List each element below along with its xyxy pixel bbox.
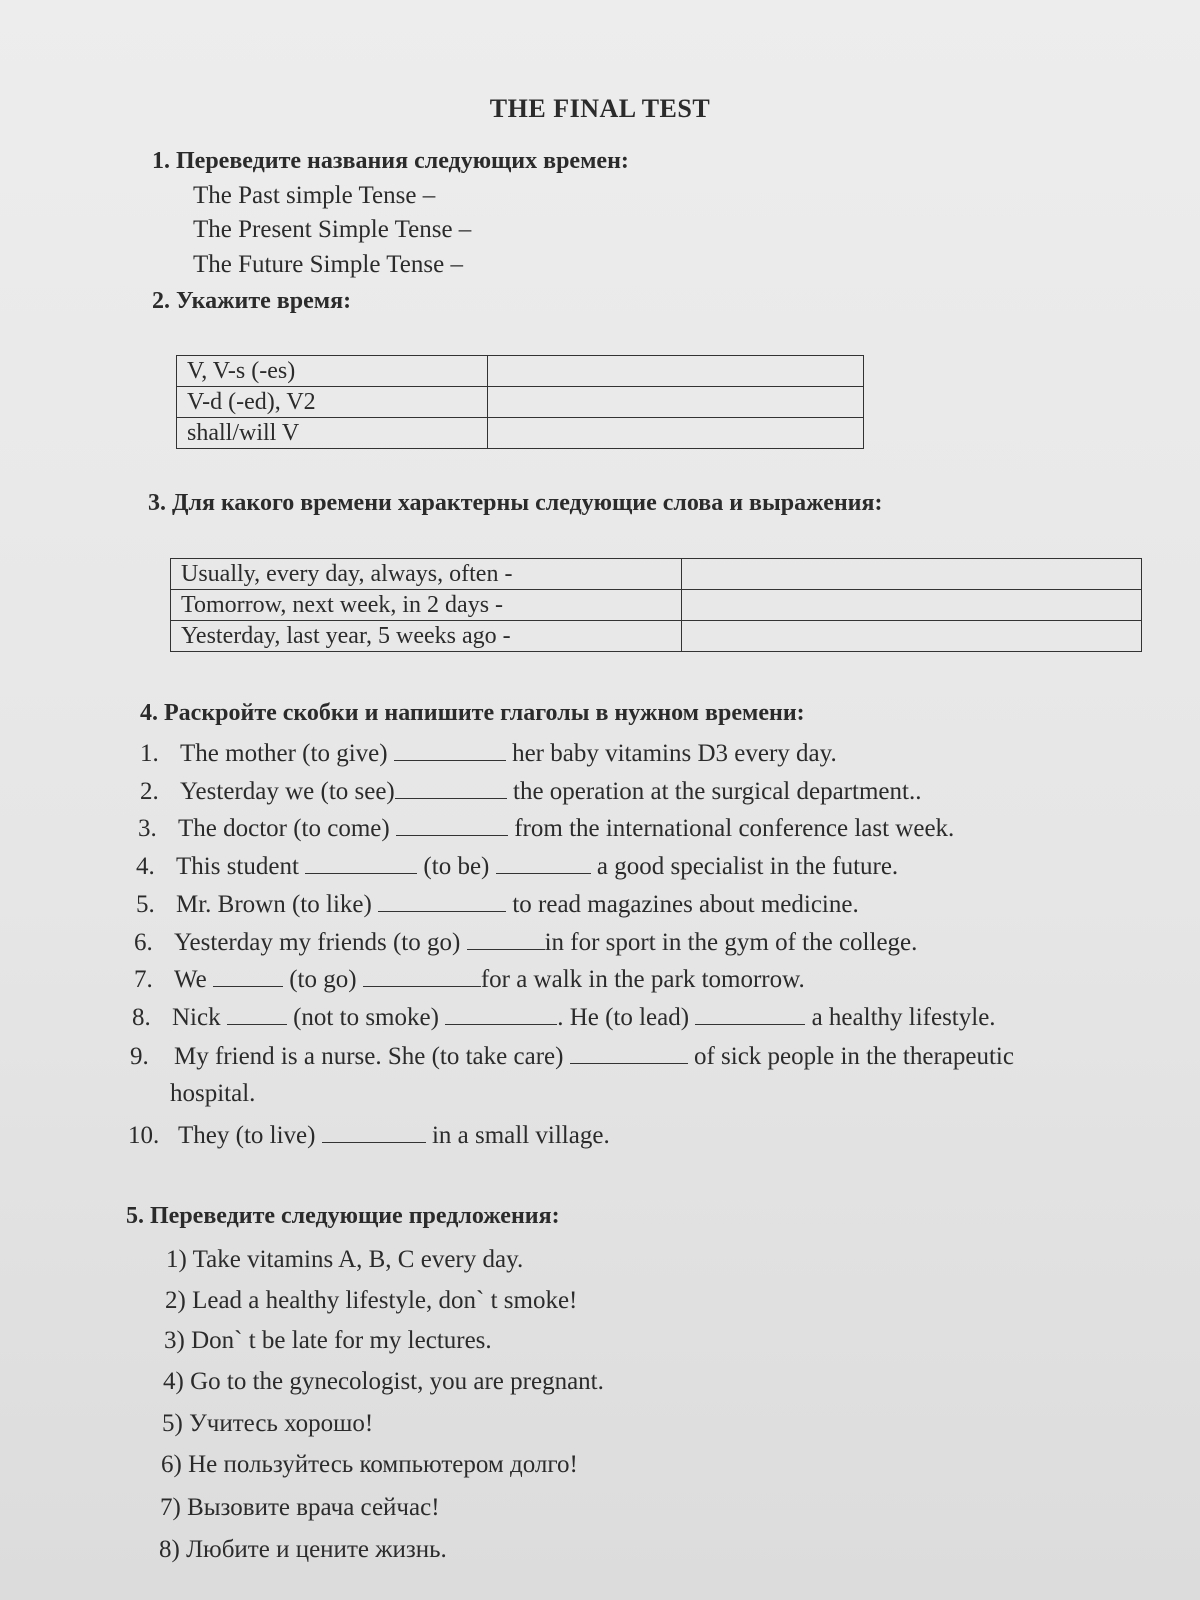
item-number: 7. <box>134 966 153 993</box>
section-3-heading: 3. Для какого времени характерны следующие слова и выражения: <box>148 490 883 516</box>
section-5-heading: 5. Переведите следующие предложения: <box>126 1203 560 1229</box>
item-text: The mother (to give) <box>180 740 394 767</box>
item-number: 4. <box>136 853 155 880</box>
section-2-heading: 2. Укажите время: <box>152 288 352 314</box>
item-text: for a walk in the park tomorrow. <box>480 966 805 993</box>
answer-blank[interactable] <box>695 1002 805 1025</box>
item-text: (to go) <box>282 966 363 993</box>
table-row <box>177 387 864 418</box>
exercise-item-10 <box>128 1120 610 1150</box>
item-text: a healthy lifestyle. <box>805 1004 996 1031</box>
s1-item: The Past simple Tense – <box>193 182 436 209</box>
item-text: Yesterday my friends (to go) <box>174 929 467 956</box>
item-text: The doctor (to come) <box>178 815 396 842</box>
table-cell: shall/will V <box>177 418 488 449</box>
item-text: Mr. Brown (to like) <box>176 891 379 918</box>
item-text: in a small village. <box>425 1122 610 1149</box>
item-text: (to be) <box>417 853 496 880</box>
item-number: 6. <box>134 929 153 956</box>
table-cell: V, V-s (-es) <box>177 356 488 387</box>
s1-item: The Present Simple Tense – <box>193 216 472 243</box>
item-number: 5. <box>136 891 155 918</box>
item-text: in for sport in the gym of the college. <box>544 929 918 956</box>
exercise-item-9-continued: hospital. <box>170 1080 256 1107</box>
exercise-item-8 <box>132 1002 996 1032</box>
table-row <box>171 559 1142 590</box>
table-cell: V-d (-ed), V2 <box>177 387 488 418</box>
section-4-heading: 4. Раскройте скобки и напишите глаголы в нужном времени: <box>140 700 805 726</box>
item-text: We <box>174 966 213 993</box>
answer-blank[interactable] <box>305 851 417 874</box>
exercise-item-5 <box>136 889 859 919</box>
time-markers-table <box>170 558 1142 652</box>
answer-blank[interactable] <box>445 1002 557 1025</box>
item-text: of sick people in the therapeutic <box>687 1043 1014 1070</box>
exercise-item-7 <box>134 964 805 994</box>
answer-blank[interactable] <box>396 813 508 836</box>
item-text: They (to live) <box>178 1122 322 1149</box>
item-text: Nick <box>172 1004 227 1031</box>
table-cell: Usually, every day, always, often - <box>171 559 682 590</box>
item-text: (not to smoke) <box>286 1004 446 1031</box>
section-1-heading: 1. Переведите названия следующих времен: <box>152 148 629 174</box>
answer-blank[interactable] <box>496 851 591 874</box>
exercise-item-6 <box>134 927 917 957</box>
answer-cell[interactable] <box>682 559 1142 590</box>
table-cell: Tomorrow, next week, in 2 days - <box>171 590 682 621</box>
table-row <box>171 621 1142 652</box>
item-text: Yesterday we (to see) <box>180 778 395 805</box>
s5-item: 7) Вызовите врача сейчас! <box>160 1494 440 1521</box>
item-number: 8. <box>132 1004 151 1031</box>
answer-blank[interactable] <box>213 964 283 987</box>
item-text: the operation at the surgical department.. <box>506 778 922 805</box>
answer-blank[interactable] <box>227 1002 287 1025</box>
answer-blank[interactable] <box>378 889 506 912</box>
item-text: . He (to lead) <box>557 1004 696 1031</box>
table-row <box>177 418 864 449</box>
answer-blank[interactable] <box>467 927 545 950</box>
item-number: 2. <box>140 778 159 805</box>
item-text: her baby vitamins D3 every day. <box>505 740 837 767</box>
exercise-item-3 <box>138 813 954 843</box>
item-text: to read magazines about medicine. <box>506 891 859 918</box>
s5-item: 2) Lead a healthy lifestyle, don` t smoke! <box>165 1287 578 1314</box>
tense-forms-table <box>176 355 864 449</box>
answer-cell[interactable] <box>682 621 1142 652</box>
answer-cell[interactable] <box>488 387 864 418</box>
answer-blank[interactable] <box>363 964 481 987</box>
s5-item: 8) Любите и цените жизнь. <box>159 1536 447 1563</box>
s5-item: 4) Go to the gynecologist, you are pregnant. <box>163 1368 604 1395</box>
s5-item: 1) Take vitamins A, B, C every day. <box>166 1246 524 1273</box>
exercise-item-2 <box>140 776 921 806</box>
answer-blank[interactable] <box>322 1120 426 1143</box>
item-text: This student <box>176 853 306 880</box>
table-cell: Yesterday, last year, 5 weeks ago - <box>171 621 682 652</box>
table-row <box>177 356 864 387</box>
answer-blank[interactable] <box>570 1041 688 1064</box>
answer-blank[interactable] <box>394 738 506 761</box>
item-number: 9. <box>130 1043 149 1070</box>
item-text: My friend is a nurse. She (to take care) <box>174 1043 570 1070</box>
answer-blank[interactable] <box>395 776 507 799</box>
answer-cell[interactable] <box>682 590 1142 621</box>
item-number: 3. <box>138 815 157 842</box>
item-number: 10. <box>128 1122 160 1149</box>
answer-cell[interactable] <box>488 418 864 449</box>
exercise-item-1 <box>140 738 837 768</box>
exercise-item-9 <box>130 1041 1014 1071</box>
s5-item: 5) Учитесь хорошо! <box>162 1410 374 1437</box>
exercise-item-4 <box>136 851 898 881</box>
answer-cell[interactable] <box>488 356 864 387</box>
table-row <box>171 590 1142 621</box>
s1-item: The Future Simple Tense – <box>193 251 463 278</box>
item-text: from the international conference last week. <box>507 815 955 842</box>
page-title: THE FINAL TEST <box>489 94 711 123</box>
s5-item: 6) Не пользуйтесь компьютером долго! <box>161 1451 578 1478</box>
item-text: a good specialist in the future. <box>590 853 899 880</box>
item-number: 1. <box>140 740 159 767</box>
s5-item: 3) Don` t be late for my lectures. <box>164 1327 492 1354</box>
